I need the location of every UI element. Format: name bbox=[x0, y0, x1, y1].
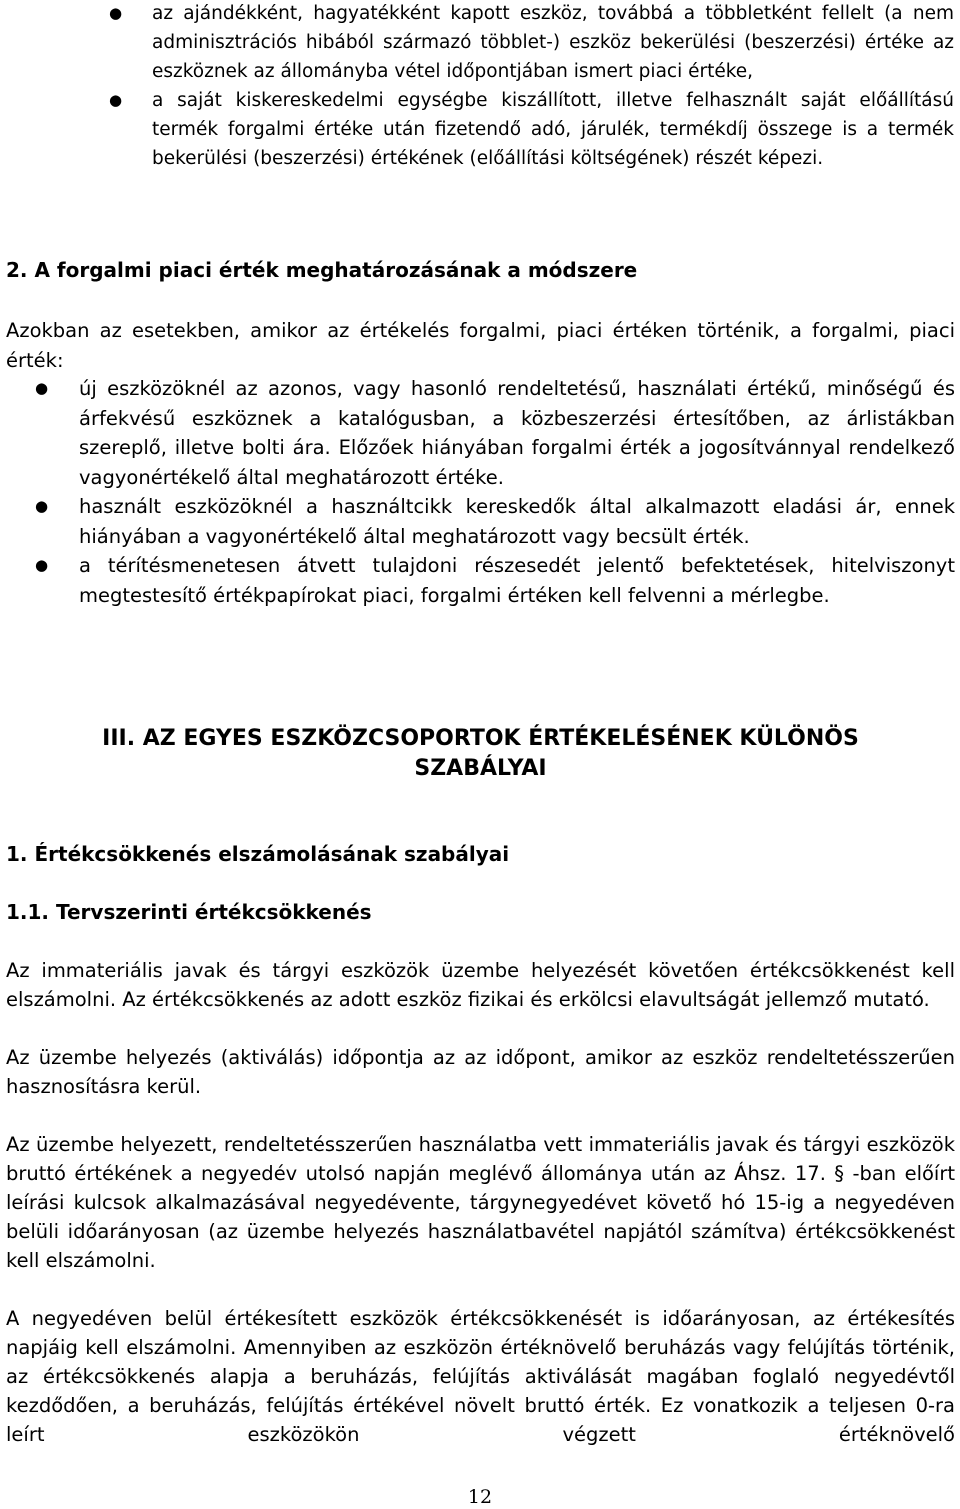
section-heading-1-1: 1.1. Tervszerinti értékcsökkenés bbox=[6, 900, 372, 924]
paragraph: Az immateriális javak és tárgyi eszközök üzembe helyezését követően értékcsökkenést kell elszámolni. Az értékcsökkenés az adott eszköz fizikai és erkölcsi elavultságát jellemző mutató. bbox=[6, 959, 955, 1011]
list-item-text: használt eszközöknél a használtcikk kereskedők által alkalmazott eladási ár, ennek hiányában a vagyonértékelő által meghatározott vagy becsült érték. bbox=[79, 495, 955, 548]
list-item bbox=[35, 492, 955, 551]
paragraph: Az üzembe helyezett, rendeltetésszerűen használatba vett immateriális javak és tárgyi eszközök bruttó értékének a negyedév utolsó napján meglévő állománya után az Áhsz. 17. § -ban előírt leírási kulcsok alkalmazásával negyedévente, tárgynegyedévet követő hó 15-ig a negyedéven belüli időarányosan (az üzembe helyezés használatbavétel napjától számítva) értékcsökkenést kell elszámolni. bbox=[6, 1133, 955, 1272]
paragraph: Az üzembe helyezés (aktiválás) időpontja az az időpont, amikor az eszköz rendeltetésszerűen hasznosításra kerül. bbox=[6, 1046, 955, 1098]
bullet-icon: ● bbox=[35, 497, 49, 515]
list-item bbox=[35, 374, 955, 492]
bullet-icon: ● bbox=[109, 4, 123, 22]
list-item bbox=[109, 0, 954, 86]
chapter-title-line-1: III. AZ EGYES ESZKÖZCSOPORTOK ÉRTÉKELÉSÉNEK KÜLÖNÖS bbox=[102, 726, 859, 751]
section2-intro: Azokban az esetekben, amikor az értékelés forgalmi, piaci értéken történik, a forgalmi, piaci érték: bbox=[6, 319, 955, 372]
page-number: 12 bbox=[467, 1486, 493, 1508]
section-heading-1: 1. Értékcsökkenés elszámolásának szabályai bbox=[6, 842, 510, 866]
list-item-text: az ajándékként, hagyatékként kapott eszköz, továbbá a többletként fellelt (a nem adminisztrációs hibából származó többlet-) eszköz bekerülési (beszerzési) értéke az eszköznek az állományba vétel időpontjában ismert piaci értéke, bbox=[152, 3, 954, 82]
chapter-title bbox=[6, 724, 955, 784]
list-item-text: új eszközöknél az azonos, vagy hasonló rendeltetésű, használati értékű, minőségű és árfekvésű eszköznek a katalógusban, a közbeszerzési értesítőben, az árlistákban szereplő, illetve bolti ára. Előzőek hiányában forgalmi érték a jogosítvánnyal rendelkező vagyonértékelő által meghatározott értéke. bbox=[79, 377, 955, 489]
list-item bbox=[35, 551, 955, 610]
bullet-icon: ● bbox=[35, 556, 49, 574]
list-item bbox=[109, 86, 954, 173]
chapter-title-line-2: SZABÁLYAI bbox=[414, 756, 547, 781]
bullet-icon: ● bbox=[35, 379, 49, 397]
top-bullet-list bbox=[109, 0, 954, 173]
bullet-icon: ● bbox=[109, 91, 123, 109]
section-heading-2: 2. A forgalmi piaci érték meghatározásának a módszere bbox=[6, 258, 638, 282]
market-value-bullet-list bbox=[35, 374, 955, 610]
paragraph: A negyedéven belül értékesített eszközök értékcsökkenését is időarányosan, az értékesítés napjáig kell elszámolni. Amennyiben az eszközön értéknövelő beruházás vagy felújítás történik, az értékcsökkenés alapja a beruházás, felújítás aktiválását magában foglaló negyedévtől kezdődően, a beruházás, felújítás értékével növelt bruttó érték. Ez vonatkozik a teljesen 0-ra leírt eszközökön végzett értéknövelő bbox=[6, 1307, 955, 1446]
list-item-text: a térítésmenetesen átvett tulajdoni részesedét jelentő befektetések, hitelviszonyt megtestesítő értékpapírokat piaci, forgalmi értéken kell felvenni a mérlegbe. bbox=[79, 554, 955, 607]
list-item-text: a saját kiskereskedelmi egységbe kiszállított, illetve felhasznált saját előállítású termék forgalmi értéke után fizetendő adó, járulék, termékdíj összege is a termék bekerülési (beszerzési) értékének (előállítási költségének) részét képezi. bbox=[152, 90, 954, 169]
